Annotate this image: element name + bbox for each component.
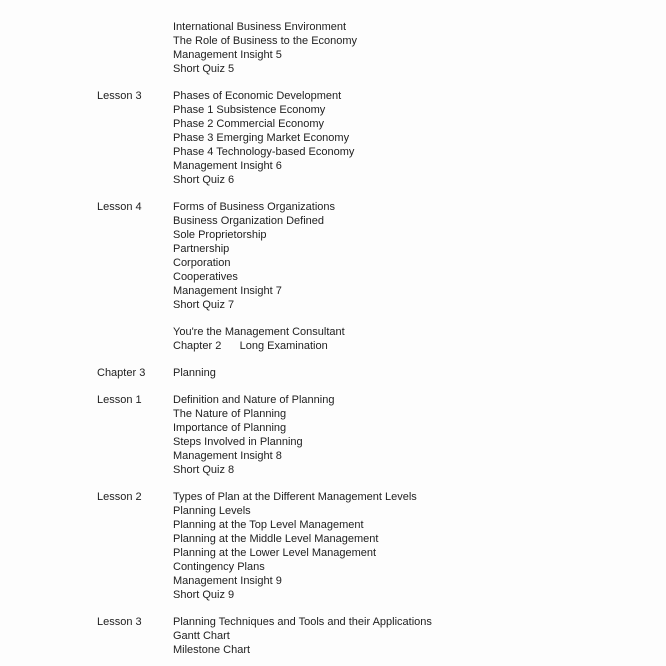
toc-entry: Phase 4 Technology-based Economy: [173, 146, 355, 158]
toc-entry: Planning Techniques and Tools and their Applications: [173, 616, 432, 628]
toc-entry: Definition and Nature of Planning: [173, 394, 335, 406]
toc-entry: Planning at the Middle Level Management: [173, 533, 379, 545]
toc-block-chapter3: [97, 366, 656, 380]
toc-block-lesson3: [97, 89, 656, 187]
toc-entry: Milestone Chart: [173, 644, 251, 656]
toc-entry: Sole Proprietorship: [173, 229, 267, 241]
lesson-label: Lesson 4: [97, 201, 142, 213]
toc-entry: The Nature of Planning: [173, 408, 287, 420]
toc-block-chapter2-wrapup: [97, 325, 656, 353]
entries-column: [173, 325, 656, 353]
toc-block-lesson3-planning: [97, 615, 656, 657]
toc-entry: Management Insight 6: [173, 160, 282, 172]
chapter-title: Planning: [173, 367, 216, 379]
toc-entry: Management Insight 9: [173, 575, 282, 587]
toc-entry: Corporation: [173, 257, 231, 269]
toc-entry: Importance of Planning: [173, 422, 287, 434]
toc-entry: Short Quiz 9: [173, 589, 235, 601]
toc-entry: The Role of Business to the Economy: [173, 35, 358, 47]
toc-entry: Steps Involved in Planning: [173, 436, 303, 448]
entries-column: [173, 20, 656, 76]
toc-entry: Forms of Business Organizations: [173, 201, 336, 213]
lesson-label: Lesson 1: [97, 394, 142, 406]
toc-entry: Phase 3 Emerging Market Economy: [173, 132, 350, 144]
entries-column: [173, 393, 656, 477]
entries-column: [173, 89, 656, 187]
toc-block-lesson2-continuation: [97, 20, 656, 76]
toc-entry: Contingency Plans: [173, 561, 265, 573]
toc-entry: Management Insight 8: [173, 450, 282, 462]
toc-entry: Cooperatives: [173, 271, 238, 283]
toc-entry: Short Quiz 5: [173, 63, 235, 75]
toc-block-lesson2: [97, 490, 656, 602]
toc-entry-chapter2-long-exam: Chapter 2 Long Examination: [173, 340, 328, 352]
toc-entry: Short Quiz 6: [173, 174, 235, 186]
toc-entry: You're the Management Consultant: [173, 326, 345, 338]
lesson-label: Lesson 3: [97, 616, 142, 628]
toc-entry: Management Insight 5: [173, 49, 282, 61]
toc-entry: Planning at the Lower Level Management: [173, 547, 377, 559]
toc-entry: Planning Levels: [173, 505, 251, 517]
toc-entry: Business Organization Defined: [173, 215, 325, 227]
toc-entry: Phase 1 Subsistence Economy: [173, 104, 326, 116]
toc-block-lesson4: [97, 200, 656, 312]
toc-entry: Phase 2 Commercial Economy: [173, 118, 325, 130]
toc-entry: Management Insight 7: [173, 285, 282, 297]
chapter-label: Chapter 3: [97, 367, 146, 379]
lesson-label: Lesson 2: [97, 491, 142, 503]
label-column: [97, 20, 173, 76]
toc-entry: Planning at the Top Level Management: [173, 519, 364, 531]
toc-entry: Short Quiz 7: [173, 299, 235, 311]
label-column: [97, 325, 173, 353]
entries-column: [173, 366, 656, 380]
toc-block-lesson1: [97, 393, 656, 477]
lesson-label: Lesson 3: [97, 90, 142, 102]
toc-entry: Short Quiz 8: [173, 464, 235, 476]
toc-entry: International Business Environment: [173, 21, 347, 33]
entries-column: [173, 615, 656, 657]
entries-column: [173, 200, 656, 312]
toc-entry: Phases of Economic Development: [173, 90, 342, 102]
toc-entry: Partnership: [173, 243, 230, 255]
entries-column: [173, 490, 656, 602]
toc-entry: Gantt Chart: [173, 630, 230, 642]
toc-entry: Types of Plan at the Different Management Levels: [173, 491, 417, 503]
